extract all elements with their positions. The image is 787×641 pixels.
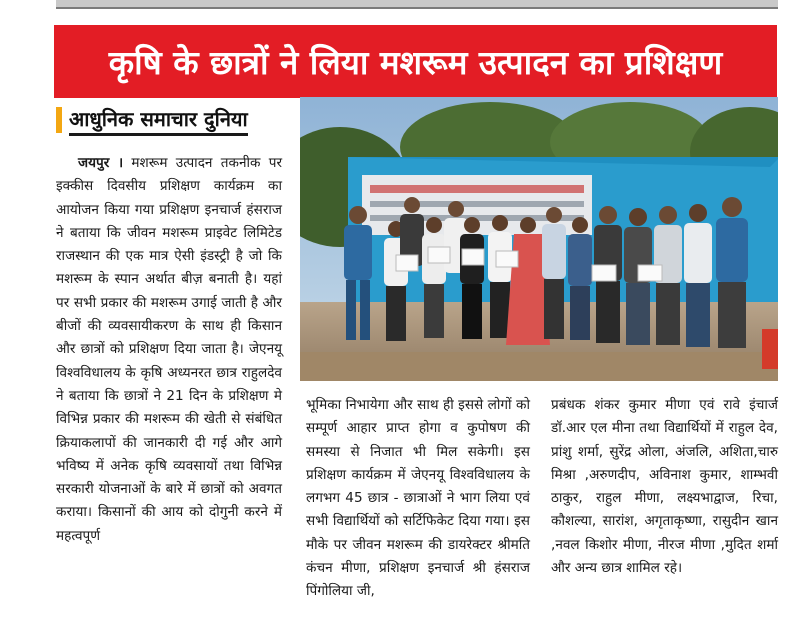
dateline: जयपुर ।: [78, 155, 124, 171]
group-photo-illustration: [300, 97, 778, 381]
headline: कृषि के छात्रों ने लिया मशरूम उत्पादन का प्रशिक्षण: [54, 25, 777, 98]
top-rule: [56, 0, 778, 9]
article-text-1: मशरूम उत्पादन तकनीक पर इक्कीस दिवसीय प्रशिक्षण कार्यक्रम का आयोजन किया गया प्रशिक्षण इनचार्ज हंसराज ने बताया कि जीवन मशरूम प्राइवेट लिमिटेड राजस्थान की एक मात्र ऐसी इंडस्ट्री है जो कि मशरूम के स्पान अर्थात बीज़ बनाती है। यहां पर सभी प्रकार की मशरूम उगाई जाती है और बीजों की व्यवसायीकरण के साथ ही किसान और छात्रों को प्रशिक्षण दिया जाता है। जेएनयू विश्वविधालय के कृषि अध्यनरत छात्र राहुलदेव ने बताया कि छात्रों ने 21 दिन के प्रशिक्षण मे विभिन्न प्रकार की मशरूम की खेती से संबंधित क्रियाकलापों की जानकारी दी गई और आगे भविष्य में अनेक कृषि व्यवसायों तथा विभिन्न सरकारी योजनाओं के बारे में छात्रों को अवगत कराया। किसानों की आय को दोगुनी करने में महत्वपूर्ण: [56, 155, 283, 544]
article-column-2: [306, 394, 530, 604]
source-tag: [56, 103, 281, 137]
article-column-3: [551, 394, 778, 580]
news-photo: [300, 97, 778, 381]
source-accent-bar: [56, 107, 62, 133]
source-name: आधुनिक समाचार दुनिया: [69, 105, 248, 136]
article-text-3: प्रबंधक शंकर कुमार मीणा एवं रावे इंचार्ज डॉ.आर एल मीना तथा विद्यार्थियों में राहुल देव, प्रांशु शर्मा, सुरेंद्र ओला, अंजलि, अशिता,चारु मिश्रा ,अरुणदीप, अविनाश कुमार, शाम्भवी ठाकुर, राहुल मीणा, लक्ष्यभाद्वाज, रिचा, कौशल्या, सारांश, अगृताकृष्णा, रासुदीन खान ,नवल किशोर मीणा, नीरज मीणा ,मुदित शर्मा और अन्य छात्र शामिल रहे।: [551, 397, 778, 577]
article-text-2: भूमिका निभायेगा और साथ ही इससे लोगों को सम्पूर्ण आहार प्राप्त होगा व कुपोषण की समस्या से निजात भी मिल सकेगी। इस प्रशिक्षण कार्यक्रम में जेएनयू विश्वविधालय के लगभग 45 छात्र - छात्राओं ने भाग लिया एवं सभी विद्यार्थियों को सर्टिफिकेट दिया गया। इस मौके पर जीवन मशरूम की डायरेक्टर श्रीमति कंचन मीणा, प्रशिक्षण इनचार्ज श्री हंसराज पिंगोलिया जी,: [306, 397, 530, 600]
article-column-1: [56, 152, 282, 548]
